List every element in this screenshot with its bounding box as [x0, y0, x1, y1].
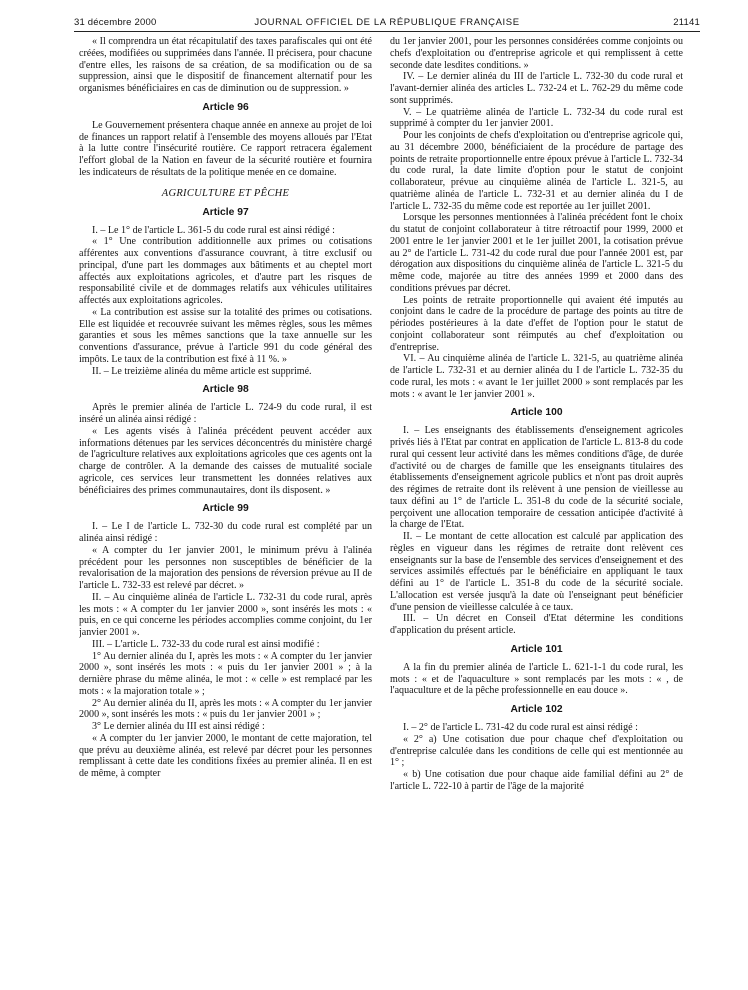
paragraph: I. – 2° de l'article L. 731-42 du code rural est ainsi rédigé : — [403, 722, 638, 733]
paragraph: Pour les conjoints de chefs d'exploitation ou d'entreprise agricole qui, au 31 décembre 2000, bénéficiaient de la procédure de partage des points de retraite proportionnelle entre époux prévue à l'article L. 732-34 du code rural, la date limite d'option pour le statut de conjoint collaborateur, prévue au cinquième alinéa de l'article L. 321-5, au quatrième alinéa de l'article L. 732-31 et au dernier alinéa du I de l'article L. 732-35 du même code est reportée au 1er juillet 2001. — [390, 130, 683, 212]
paragraph: I. – Les enseignants des établissements d'enseignement agricoles privés liés à l'Etat par contrat en application de l'article L. 813-8 du code rural qui cessent leur activité dans les mêmes conditions d'âge, de durée d'activité ou de charges de famille que les enseignants titulaires des établissements d'enseignement agricole publics et n'ont pas droit auprès des régimes de retraite dont ils relèvent à une pension de vieillesse au taux défini au 1° de l'article L. 351-8 du code de la sécurité sociale, perçoivent une allocation temporaire de cessation anticipée d'activité à la charge de l'Etat. — [390, 425, 683, 531]
journal-title: JOURNAL OFFICIEL DE LA RÉPUBLIQUE FRANÇAISE — [254, 17, 520, 28]
header-rule — [74, 31, 700, 32]
right-column — [390, 36, 683, 984]
paragraph: V. – Le quatrième alinéa de l'article L. 732-34 du code rural est supprimé à compter du 1er janvier 2001. — [390, 106, 683, 130]
left-column — [79, 36, 372, 984]
header-date: 31 décembre 2000 — [74, 17, 157, 28]
paragraph: « 2° a) Une cotisation due pour chaque chef d'exploitation ou d'entreprise calculée dans les conditions de celle qui est mentionnée au 1° ; — [390, 733, 683, 769]
paragraph: 1° Au dernier alinéa du I, après les mots : « A compter du 1er janvier 2000 », sont insérés les mots : « puis du 1er janvier 2001 » ; à la dernière phrase du même alinéa, le mot : « celle » est remplacé par les mots : « la majoration totale » ; — [79, 650, 372, 697]
paragraph: Lorsque les personnes mentionnées à l'alinéa précédent font le choix du statut de conjoint collaborateur à titre rétroactif pour 1999, 2000 et 2001 entre le 1er janvier 2001 et le 1er juillet 2001, la cotisation prévue au 2° de l'article L. 731-42 du code rural due pour l'année 2001 est, par dérogation aux dispositions du cinquième alinéa de l'article L. 321-5 du même code, majorée au titre des années 1999 et 2000 dans des conditions prévues par décret. — [390, 212, 683, 294]
article-heading: Article 100 — [510, 407, 563, 419]
paragraph: Les points de retraite proportionnelle qui avaient été imputés au conjoint dans le cadre de la procédure de partage des points au titre de périodes postérieures à la date d'effet de l'option pour le statut de conjoint collaborateur sont réimputés au chef d'exploitation ou d'entreprise. — [390, 294, 683, 353]
paragraph: « A compter du 1er janvier 2000, le montant de cette majoration, tel que prévu au deuxième alinéa, est relevé par décret pour les personnes remplissant à cette date les conditions fixées au premier alinéa. Il en est de même, à compter — [79, 732, 372, 779]
paragraph: 2° Au dernier alinéa du II, après les mots : « A compter du 1er janvier 2000 », sont insérés les mots : « puis du 1er janvier 2001 » ; — [79, 697, 372, 721]
paragraph: I. – Le 1° de l'article L. 361-5 du code rural est ainsi rédigé : — [92, 224, 335, 236]
paragraph: IV. – Le dernier alinéa du III de l'article L. 732-30 du code rural et l'avant-dernier alinéa des articles L. 732-24 et L. 762-29 du même code sont supprimés. — [390, 71, 683, 106]
page-header — [74, 17, 700, 31]
paragraph: II. – Le treizième alinéa du même article est supprimé. — [92, 365, 312, 377]
article-heading: Article 97 — [202, 206, 249, 218]
paragraph: II. – Le montant de cette allocation est calculé par application des règles en vigueur dans les régimes de retraite dont relèvent ces enseignants sur la base de l'ensemble des services d'enseignement et des services assimilés effectués par le bénéficiaire en appliquant le taux défini au 1° de l'article L. 351-8 du code de la sécurité sociale. L'allocation est versée jusqu'à la date où l'enseignant peut bénéficier d'une pension de vieillesse calculée à ce taux. — [390, 531, 683, 613]
article-heading: Article 96 — [202, 101, 249, 113]
article-heading: Article 99 — [202, 503, 249, 515]
paragraph: II. – Au cinquième alinéa de l'article L. 732-31 du code rural, après les mots : « A compter du 1er janvier 2000 », sont insérés les mots : « puis, en ce qui concerne les périodes accomplies comme conjoint, du 1er janvier 2001 ». — [79, 591, 372, 638]
paragraph: Après le premier alinéa de l'article L. 724-9 du code rural, il est inséré un alinéa ainsi rédigé : — [79, 402, 372, 425]
paragraph: A la fin du premier alinéa de l'article L. 621-1-1 du code rural, les mots : « et de l'aquaculture » sont remplacés par les mots : « , de l'aquaculture et de la pêche professionnelle en eau douce ». — [390, 661, 683, 697]
paragraph: « A compter du 1er janvier 2001, le minimum prévu à l'alinéa précédent pour les personnes non susceptibles de bénéficier de la revalorisation de la majoration des pensions de réversion prévue au II de l'article L. 732-33 est relevé par décret. » — [79, 544, 372, 591]
paragraph: « b) Une cotisation due pour chaque aide familial défini au 2° de l'article L. 722-10 à partir de l'âge de la majorité — [390, 769, 683, 792]
paragraph: III. – L'article L. 732-33 du code rural est ainsi modifié : — [92, 638, 320, 650]
paragraph: Le Gouvernement présentera chaque année en annexe au projet de loi de finances un rapport relatif à l'ensemble des moyens alloués par l'Etat à la lutte contre l'insécurité routière. Ce rapport retracera également l'effort global de la Nation en faveur de la sécurité routière et fournira les indicateurs de résultats de la politique menée en ce domaine. — [79, 119, 372, 178]
page-number: 21141 — [673, 17, 700, 28]
article-heading: Article 98 — [202, 384, 249, 396]
paragraph: « 1° Une contribution additionnelle aux primes ou cotisations afférentes aux conventions d'assurance couvrant, à titre exclusif ou principal, d'une part les dommages aux bâtiments et au cheptel mort affectés aux exploitations agricoles, et d'autre part les risques de responsabilité civile et de dommages relatifs aux véhicules utilitaires affectés aux exploitations agricoles. — [79, 236, 372, 306]
paragraph: « Il comprendra un état récapitulatif des taxes parafiscales qui ont été créées, modifiées ou supprimées dans l'année. Il précisera, pour chacune d'entre elles, les raisons de sa création, de sa modification ou de sa suppression, ainsi que le dispositif de financement alternatif pour les organismes bénéficiaires en cas de diminution ou de suppression. » — [79, 36, 372, 94]
paragraph: « La contribution est assise sur la totalité des primes ou cotisations. Elle est liquidée et recouvrée suivant les mêmes règles, sous les mêmes garanties et sous les mêmes sanctions que la taxe annuelle sur les conventions d'assurance, prévue à l'article 991 du code général des impôts. Le taux de la contribution est fixé à 11 %. » — [79, 306, 372, 365]
paragraph: I. – Le I de l'article L. 732-30 du code rural est complété par un alinéa ainsi rédigé : — [79, 521, 372, 544]
paragraph: VI. – Au cinquième alinéa de l'article L. 321-5, au quatrième alinéa de l'article L. 732-31 et au dernier alinéa du I de l'article L. 732-35 du code rural, les mots : « avant le 1er juillet 2000 » sont remplacés par les mots : « avant le 1er janvier 2001 ». — [390, 353, 683, 400]
paragraph: « Les agents visés à l'alinéa précédent peuvent accéder aux informations détenues par les services déconcentrés du ministère chargé de l'agriculture relatives aux exploitations agricoles que ces agents ont la charge de contrôler. A la demande des caisses de mutualité sociale agricole, ces services leur transmettent les données relatives aux bénéficiaires des primes communautaires, dont ils disposent. » — [79, 425, 372, 496]
article-heading: Article 101 — [510, 643, 563, 655]
section-heading: AGRICULTURE ET PÊCHE — [161, 187, 290, 199]
paragraph: 3° Le dernier alinéa du III est ainsi rédigé : — [92, 721, 265, 732]
paragraph: III. – Un décret en Conseil d'Etat détermine les conditions d'application du présent article. — [390, 613, 683, 636]
paragraph: du 1er janvier 2001, pour les personnes considérées comme conjoints ou chefs d'exploitation ou d'entreprise agricole et qui remplissent à cette seconde date lesdites conditions. » — [390, 36, 683, 71]
article-heading: Article 102 — [510, 704, 563, 715]
